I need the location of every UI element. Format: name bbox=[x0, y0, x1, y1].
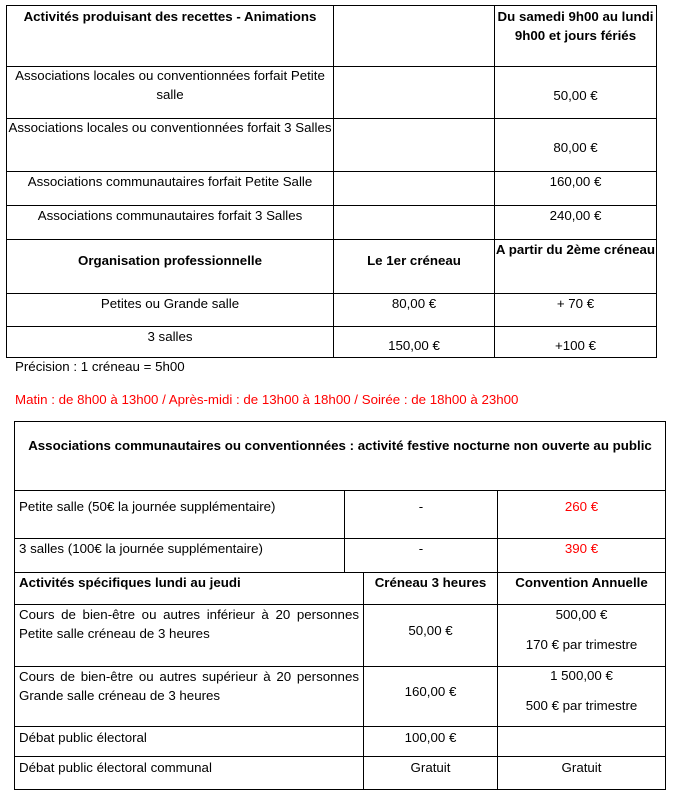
table-row-price: 50,00 € bbox=[553, 88, 598, 103]
table-row-price: 240,00 € bbox=[549, 208, 602, 223]
table-row-label: 3 salles (100€ la journée supplémentaire) bbox=[19, 541, 263, 556]
table1-header-next-slot: A partir du 2ème créneau bbox=[495, 242, 656, 257]
table-row-slot: 50,00 € bbox=[408, 622, 453, 638]
table-row-annual bbox=[498, 728, 665, 754]
table1-header-first-slot: Le 1er créneau bbox=[367, 252, 461, 268]
table1-header-professional: Organisation professionnelle bbox=[78, 252, 262, 268]
table-row-next: + 70 € bbox=[556, 296, 595, 311]
quarter-price: 500 € par trimestre bbox=[525, 698, 638, 713]
table-row-price: 260 € bbox=[564, 499, 599, 514]
table-row-label: Petite salle (50€ la journée supplémentaire) bbox=[19, 499, 276, 514]
table-row-label: 3 salles bbox=[147, 329, 193, 344]
table-row-label: Petites ou Grande salle bbox=[100, 296, 240, 311]
table-row-price: 160,00 € bbox=[549, 174, 602, 189]
annual-price: 500,00 € bbox=[555, 607, 608, 622]
table1-header-empty bbox=[334, 7, 494, 65]
annual-price: 1 500,00 € bbox=[550, 668, 613, 683]
table-row-mid: - bbox=[418, 499, 424, 514]
table-row-label: Associations communautaires forfait Petite Salle bbox=[27, 174, 313, 189]
table2-header-annual: Convention Annuelle bbox=[515, 575, 648, 590]
table2-header-slot: Créneau 3 heures bbox=[374, 575, 487, 590]
table-row-label: Débat public électoral bbox=[19, 730, 147, 745]
annual-cell bbox=[498, 605, 665, 665]
table-row-first: 80,00 € bbox=[391, 296, 437, 311]
table2-header-activities: Activités spécifiques lundi au jeudi bbox=[19, 575, 241, 590]
table-row-slot: 160,00 € bbox=[404, 683, 457, 699]
table-row-label: Associations locales ou conventionnées forfait 3 Salles bbox=[8, 120, 332, 135]
table-row-slot: 100,00 € bbox=[404, 730, 457, 745]
table-row-label: Cours de bien-être ou autres inférieur à 20 personnes Petite salle créneau de 3 heures bbox=[19, 607, 359, 641]
table-row-first: 150,00 € bbox=[388, 338, 440, 353]
table1-header-activity: Activités produisant des recettes - Animations bbox=[23, 9, 317, 24]
table-row-label: Associations locales ou conventionnées forfait Petite salle bbox=[15, 68, 325, 102]
annual-cell bbox=[498, 666, 665, 726]
table-row-label: Cours de bien-être ou autres supérieur à 20 personnes Grande salle créneau de 3 heures bbox=[19, 669, 359, 703]
quarter-price: 170 € par trimestre bbox=[525, 637, 638, 652]
table-row-next: +100 € bbox=[554, 338, 597, 353]
schedule-note: Matin : de 8h00 à 13h00 / Après-midi : de 13h00 à 18h00 / Soirée : de 18h00 à 23h00 bbox=[15, 392, 519, 407]
table-row-label: Associations communautaires forfait 3 Salles bbox=[37, 208, 303, 223]
table-row-label: Débat public électoral communal bbox=[19, 760, 212, 775]
table-row-mid: - bbox=[418, 541, 424, 556]
table-row-price: 390 € bbox=[564, 541, 599, 556]
table-row-price: 80,00 € bbox=[553, 140, 598, 155]
table1-header-weekend: Du samedi 9h00 au lundi 9h00 et jours fériés bbox=[497, 9, 654, 43]
table2-title: Associations communautaires ou conventionnées : activité festive nocturne non ouverte au public bbox=[28, 438, 652, 453]
precision-note: Précision : 1 créneau = 5h00 bbox=[15, 359, 185, 374]
table-row-annual: Gratuit bbox=[561, 760, 602, 775]
table-row-slot: Gratuit bbox=[410, 760, 451, 775]
